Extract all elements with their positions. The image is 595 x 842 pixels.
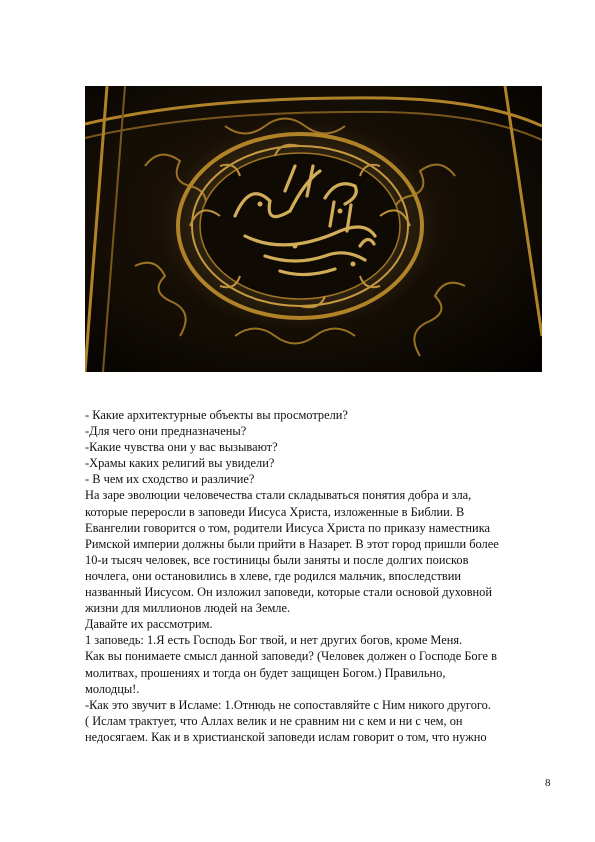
text-line: Как вы понимаете смысл данной заповеди? (Человек должен о Господе Боге в (85, 649, 497, 664)
text-line: молодцы!. (85, 681, 140, 696)
text-line: Римской империи должны были прийти в Назарет. В этот город пришли более (85, 536, 499, 551)
text-line: - В чем их сходство и различие? (85, 472, 255, 487)
text-line: На заре эволюции человечества стали складываться понятия добра и зла, (85, 488, 472, 503)
text-line: -Для чего они предназначены? (85, 424, 247, 439)
page-number: 8 (545, 777, 551, 789)
text-line: Давайте их рассмотрим. (85, 617, 213, 632)
text-line: -Какие чувства они у вас вызывают? (85, 440, 278, 455)
text-line: ( Ислам трактует, что Аллах велик и не сравним ни с кем и ни с чем, он (85, 713, 463, 728)
text-line: ночлега, они остановились в хлеве, где родился мальчик, впоследствии (85, 568, 461, 583)
text-line: названный Иисусом. Он изложил заповеди, которые стали основой духовной (85, 585, 492, 600)
text-line: которые переросли в заповеди Иисуса Христа, изложенные в Библии. В (85, 504, 465, 519)
text-line: -Как это звучит в Исламе: 1.Отнюдь не сопоставляйте с Ним никого другого. (85, 697, 491, 712)
ornament-icon (85, 86, 542, 372)
text-line: Евангелии говорится о том, родители Иисуса Христа по приказу наместника (85, 520, 491, 535)
text-line: 1 заповедь: 1.Я есть Господь Бог твой, и нет других богов, кроме Меня. (85, 633, 463, 648)
text-line: 10-и тысяч человек, все гостиницы были заняты и после долгих поисков (85, 552, 469, 567)
text-line: недосягаем. Как и в христианской заповеди ислам говорит о том, что нужно (85, 729, 487, 744)
body-text (85, 407, 555, 745)
text-line: жизни для миллионов людей на Земле. (85, 601, 291, 616)
text-line: - Какие архитектурные объекты вы просмотрели? (85, 408, 348, 422)
text-line: молитвах, прошениях и тогда он будет защищен Богом.) Правильно, (85, 665, 446, 680)
book-cover-photo (85, 86, 542, 372)
text-line: -Храмы каких религий вы увидели? (85, 456, 275, 471)
